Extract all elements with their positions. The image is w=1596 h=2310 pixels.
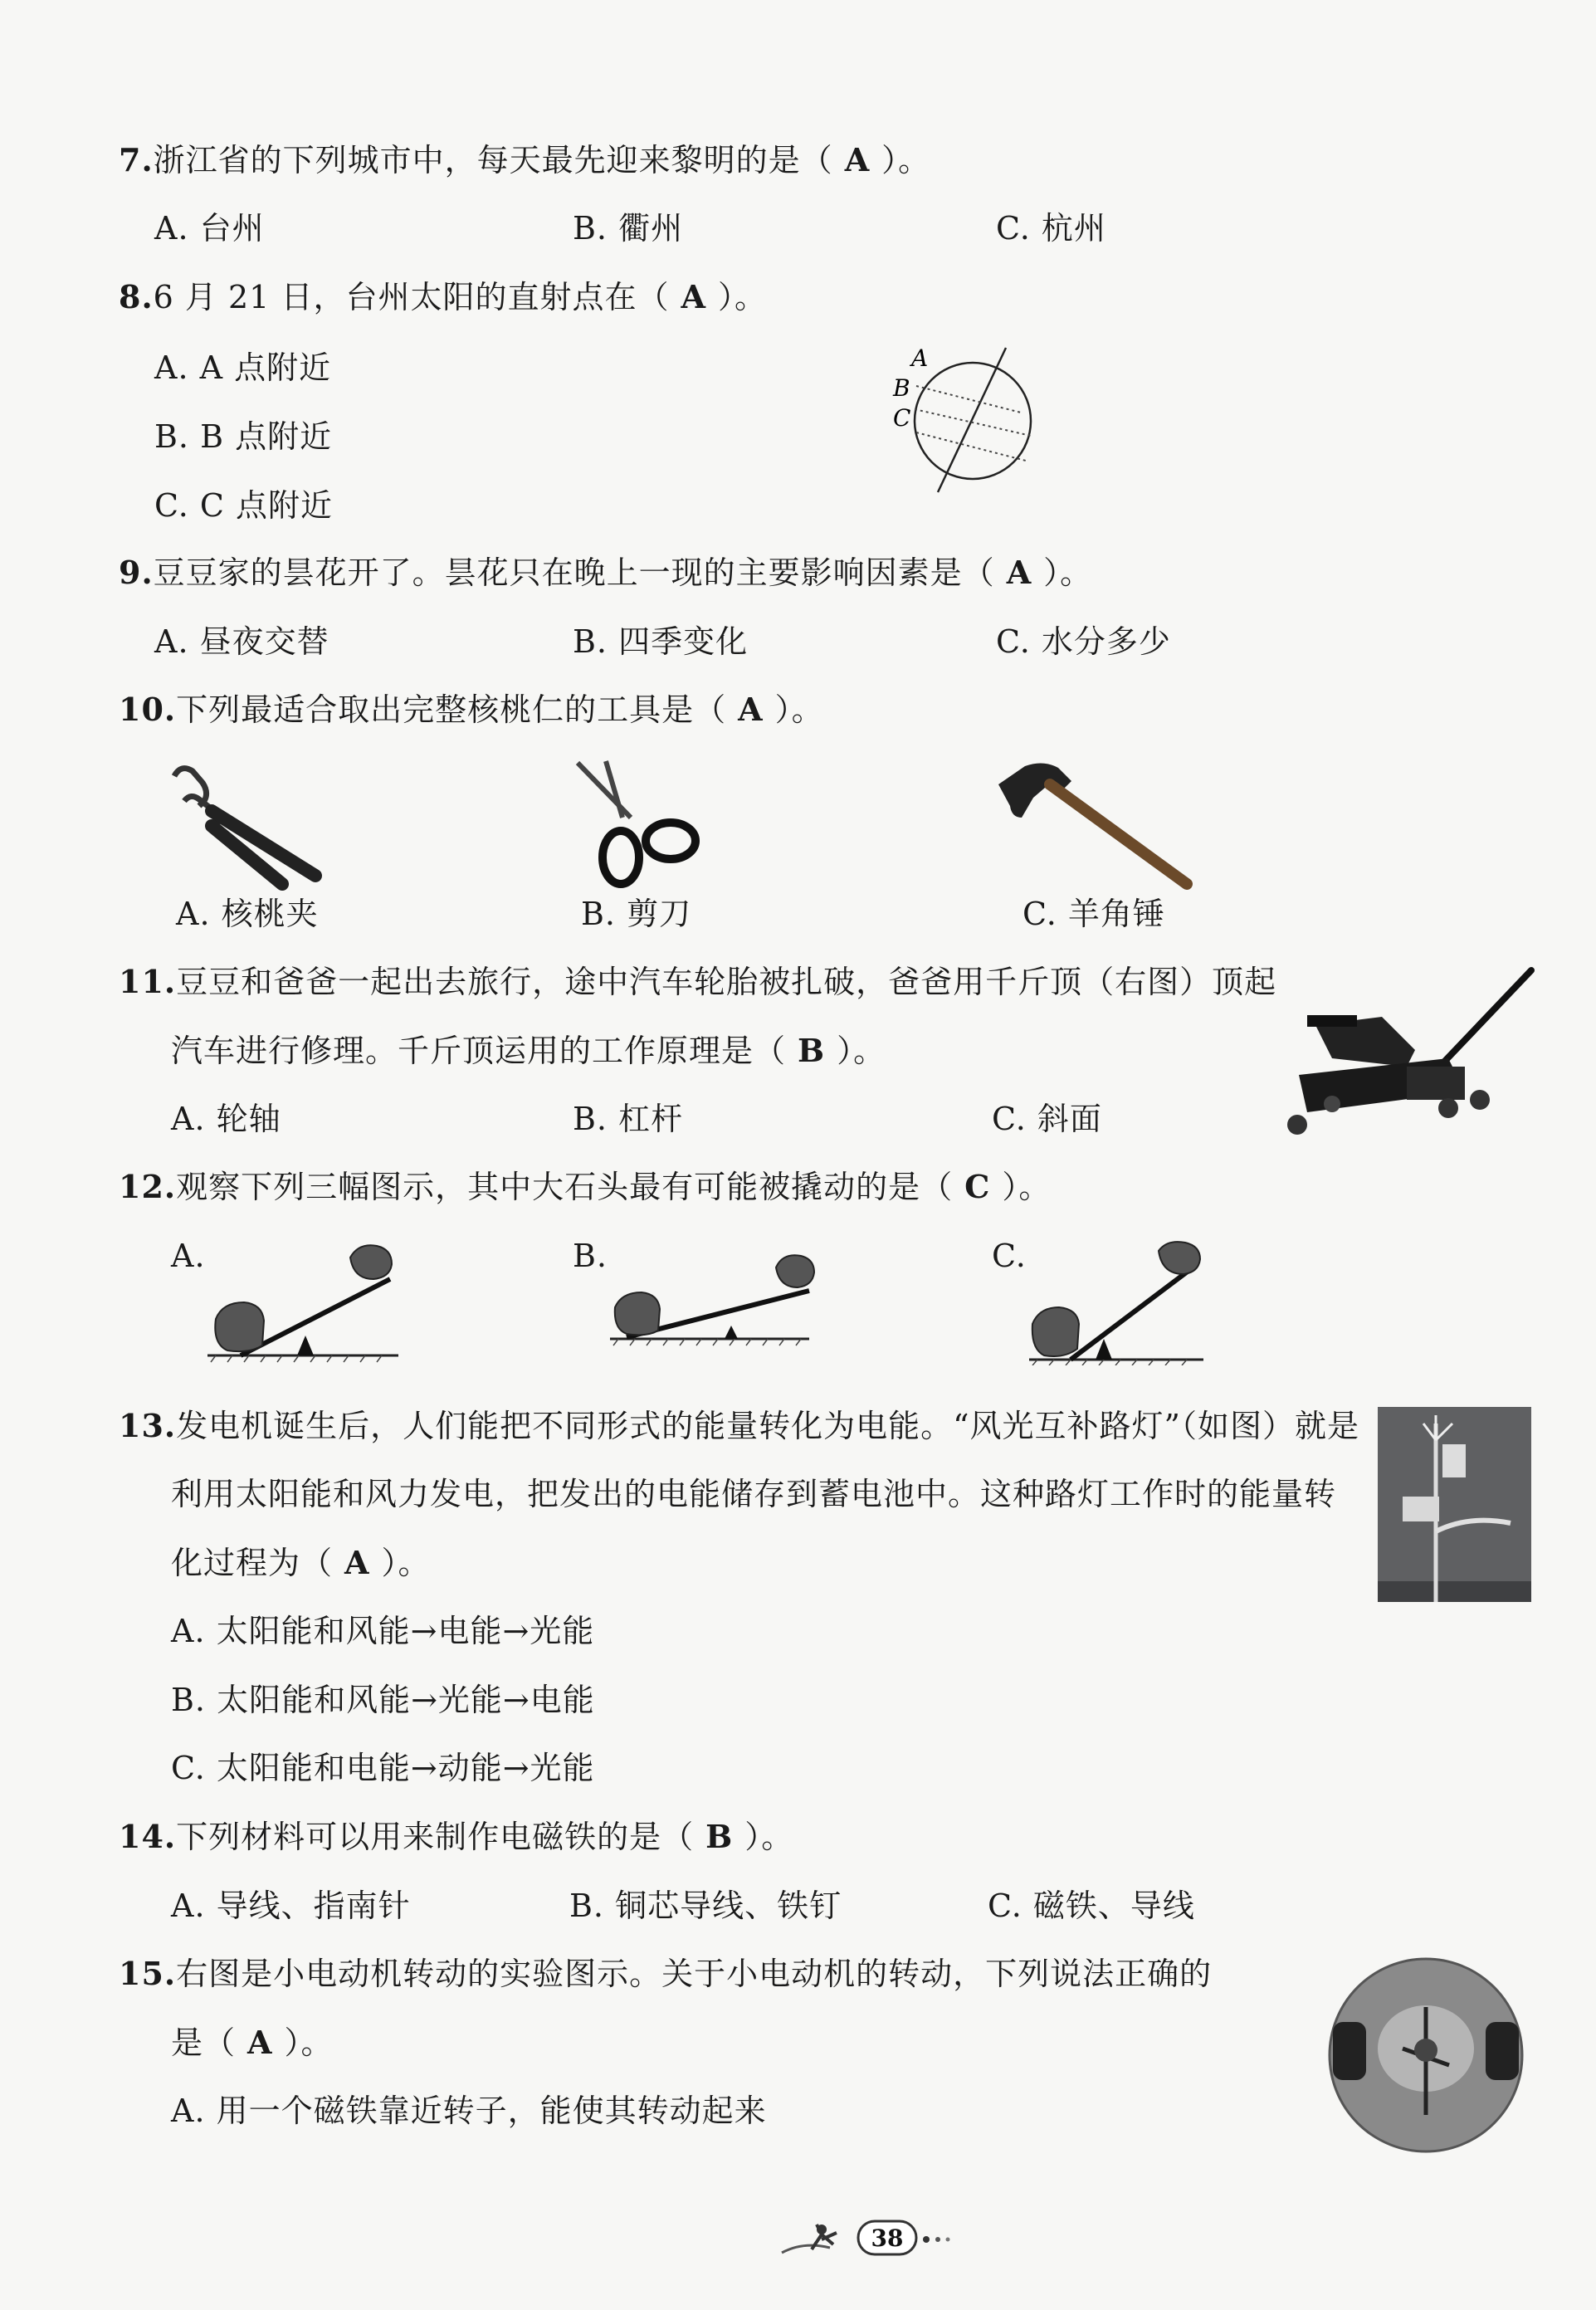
q11-number: 11. xyxy=(119,963,177,1000)
q7-stem: 7.浙江省的下列城市中，每天最先迎来黎明的是（ A ）。 xyxy=(119,141,931,178)
q9-option-a: A. 昼夜交替 xyxy=(154,623,329,660)
scissors-image xyxy=(573,759,705,892)
q11-stem-line1: 11.豆豆和爸爸一起出去旅行，途中汽车轮胎被扎破，爸爸用千斤顶（右图）顶起 xyxy=(119,963,1277,1000)
page-number-badge xyxy=(778,2216,969,2266)
car-jack-image xyxy=(1282,967,1535,1141)
q9-stem: 9.豆豆家的昙花开了。昙花只在晚上一现的主要影响因素是（ A ）。 xyxy=(119,554,1093,591)
q11-stem-line2: 汽车进行修理。千斤顶运用的工作原理是（ B ）。 xyxy=(171,1032,886,1069)
q13-answer: A xyxy=(344,1544,370,1581)
q10-option-b: B. 剪刀 xyxy=(581,896,692,932)
globe-label-a: A xyxy=(911,344,929,372)
q13-option-a: A. 太阳能和风能→电能→光能 xyxy=(171,1613,595,1649)
q13-stem-line3: 化过程为（ A ）。 xyxy=(171,1544,431,1581)
q15-answer: A xyxy=(247,2024,273,2061)
q9-answer: A xyxy=(1006,554,1032,591)
q13-number: 13. xyxy=(119,1407,177,1444)
q14-stem: 14.下列材料可以用来制作电磁铁的是（ B ）。 xyxy=(119,1818,794,1855)
q8-option-a: A. A 点附近 xyxy=(154,349,332,386)
q12-stem: 12.观察下列三幅图示，其中大石头最有可能被撬动的是（ C ）。 xyxy=(119,1168,1052,1205)
q14-option-b: B. 铜芯导线、铁钉 xyxy=(569,1888,842,1924)
q7-option-a: A. 台州 xyxy=(154,210,265,247)
q9-option-c: C. 水分多少 xyxy=(996,623,1171,660)
globe-label-c: C xyxy=(893,404,911,432)
nutcracker-image xyxy=(166,759,332,892)
q8-option-b: B. B 点附近 xyxy=(154,418,333,455)
q8-option-c: C. C 点附近 xyxy=(154,487,334,524)
q7-option-c: C. 杭州 xyxy=(996,210,1106,247)
q8-answer: A xyxy=(681,278,706,315)
lever-figure-b xyxy=(610,1241,818,1365)
q14-option-a: A. 导线、指南针 xyxy=(171,1888,411,1924)
q9-option-b: B. 四季变化 xyxy=(573,623,749,660)
q11-option-b: B. 杠杆 xyxy=(573,1101,684,1137)
electric-motor-photo xyxy=(1328,1957,1524,2153)
q15-stem-line2: 是（ A ）。 xyxy=(171,2024,334,2061)
q7-option-b: B. 衢州 xyxy=(573,210,684,247)
q12-option-a-label: A. xyxy=(171,1238,206,1274)
q12-option-c-label: C. xyxy=(992,1238,1027,1274)
q12-answer: C xyxy=(964,1168,991,1205)
q14-option-c: C. 磁铁、导线 xyxy=(988,1888,1195,1924)
q10-option-c: C. 羊角锤 xyxy=(1023,896,1165,932)
q12-option-b-label: B. xyxy=(573,1238,608,1274)
q7-number: 7. xyxy=(119,141,154,178)
q11-option-c: C. 斜面 xyxy=(992,1101,1102,1137)
q10-number: 10. xyxy=(119,691,177,728)
q15-stem-line1: 15.右图是小电动机转动的实验图示。关于小电动机的转动，下列说法正确的 xyxy=(119,1955,1213,1992)
globe-figure xyxy=(880,344,1046,494)
q14-answer: B xyxy=(705,1818,734,1855)
q8-stem: 8.6 月 21 日，台州太阳的直射点在（ A ）。 xyxy=(119,278,767,315)
q13-stem-line1: 13.发电机诞生后，人们能把不同形式的能量转化为电能。“风光互补路灯”（如图）就是 xyxy=(119,1407,1359,1444)
q15-option-a: A. 用一个磁铁靠近转子，能使其转动起来 xyxy=(171,2093,767,2129)
q11-answer: B xyxy=(798,1032,826,1069)
globe-label-b: B xyxy=(893,374,910,402)
q10-option-a: A. 核桃夹 xyxy=(176,896,319,932)
q7-answer: A xyxy=(844,141,871,178)
q11-option-a: A. 轮轴 xyxy=(171,1101,281,1137)
q10-answer: A xyxy=(738,691,764,728)
q9-number: 9. xyxy=(119,554,154,591)
q10-stem: 10.下列最适合取出完整核桃仁的工具是（ A ）。 xyxy=(119,691,824,728)
q13-stem-line2: 利用太阳能和风力发电，把发出的电能储存到蓄电池中。这种路灯工作时的能量转 xyxy=(171,1476,1337,1512)
q13-option-c: C. 太阳能和电能→动能→光能 xyxy=(171,1750,595,1786)
lever-figure-a xyxy=(207,1241,407,1365)
q12-number: 12. xyxy=(119,1168,177,1205)
page-number: 38 xyxy=(871,2225,904,2252)
q8-number: 8. xyxy=(119,278,154,315)
q13-option-b: B. 太阳能和风能→光能→电能 xyxy=(171,1682,595,1718)
q15-number: 15. xyxy=(119,1955,177,1992)
claw-hammer-image xyxy=(992,759,1199,892)
lever-figure-c xyxy=(1029,1241,1212,1365)
street-lamp-photo xyxy=(1378,1407,1531,1602)
q14-number: 14. xyxy=(119,1818,177,1855)
